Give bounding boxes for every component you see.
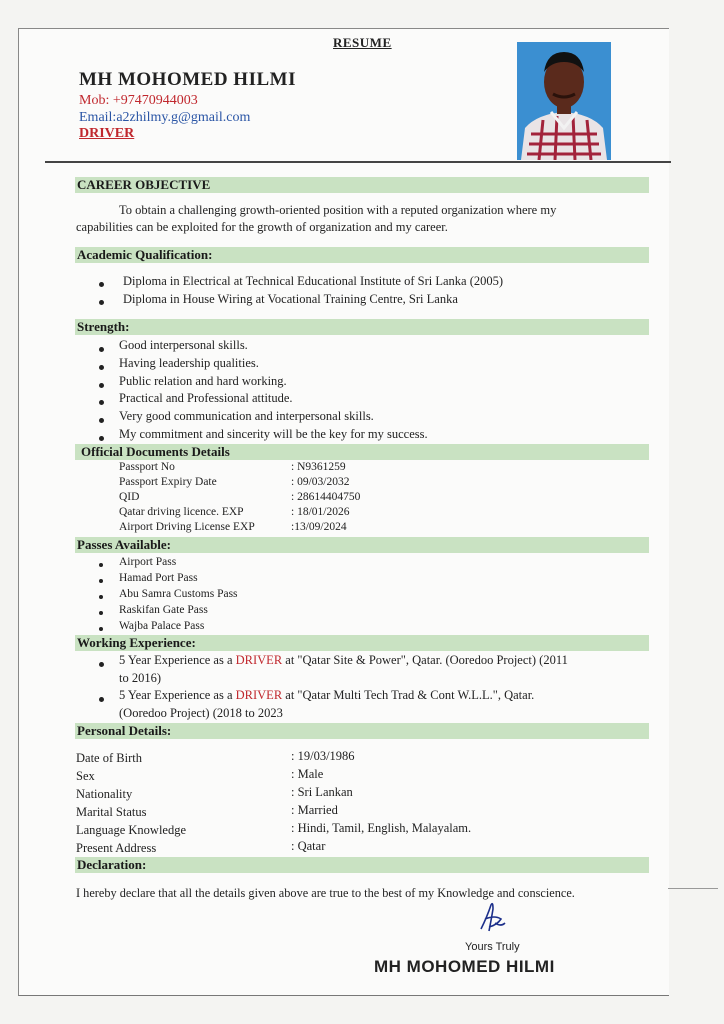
- academic-item: Diploma in Electrical at Technical Educational Institute of Sri Lanka (2005): [123, 274, 504, 288]
- bullet: [99, 418, 104, 423]
- personal-value: : Sri Lankan: [291, 785, 353, 799]
- section-heading-passes: Passes Available:: [75, 537, 649, 553]
- career-objective-line1: To obtain a challenging growth-oriented position with a reputed organization where my: [119, 203, 557, 217]
- strength-item: Public relation and hard working.: [119, 374, 287, 388]
- bullet: [99, 697, 104, 702]
- bullet: [99, 436, 104, 441]
- bullet: [99, 383, 104, 388]
- personal-label: Nationality: [76, 787, 133, 801]
- experience-text: at "Qatar Multi Tech Trad & Cont W.L.L.", Qatar.: [282, 688, 535, 702]
- personal-value: : Qatar: [291, 839, 326, 853]
- section-heading-documents: Official Documents Details: [75, 444, 649, 460]
- bullet: [99, 563, 103, 567]
- document-label: Airport Driving License EXP: [119, 521, 255, 533]
- experience-role: DRIVER: [235, 688, 283, 702]
- bullet: [99, 400, 104, 405]
- personal-value: : 19/03/1986: [291, 749, 355, 763]
- pass-item: Wajba Palace Pass: [119, 620, 205, 632]
- document-label: QID: [119, 491, 140, 503]
- career-objective-line2: capabilities can be exploited for the growth of organization and my career.: [76, 220, 448, 234]
- document-label: Passport No: [119, 461, 175, 473]
- experience-continuation: to 2016): [119, 671, 162, 685]
- strength-item: My commitment and sincerity will be the key for my success.: [119, 427, 428, 441]
- margin-line: [668, 888, 718, 889]
- pass-item: Hamad Port Pass: [119, 572, 198, 584]
- personal-label: Date of Birth: [76, 751, 142, 765]
- strength-item: Having leadership qualities.: [119, 356, 259, 370]
- bullet: [99, 611, 103, 615]
- signed-name: MH MOHOMED HILMI: [374, 957, 555, 976]
- document-value: : 18/01/2026: [291, 506, 350, 518]
- experience-continuation: (Ooredoo Project) (2018 to 2023: [119, 706, 283, 720]
- experience-text: 5 Year Experience as a: [119, 653, 236, 667]
- personal-label: Present Address: [76, 841, 157, 855]
- pass-item: Raskifan Gate Pass: [119, 604, 208, 616]
- profile-photo: [517, 42, 611, 160]
- pass-item: Airport Pass: [119, 556, 177, 568]
- section-heading-career: CAREER OBJECTIVE: [75, 177, 649, 193]
- resume-title: RESUME: [333, 35, 392, 50]
- bullet: [99, 365, 104, 370]
- job-role: DRIVER: [79, 126, 135, 141]
- bullet: [99, 282, 104, 287]
- experience-role: DRIVER: [235, 653, 283, 667]
- strength-item: Good interpersonal skills.: [119, 338, 248, 352]
- document-label: Passport Expiry Date: [119, 476, 217, 488]
- section-heading-strength: Strength:: [75, 319, 649, 335]
- pass-item: Abu Samra Customs Pass: [119, 588, 238, 600]
- bullet: [99, 579, 103, 583]
- section-heading-declaration: Declaration:: [75, 857, 649, 873]
- strength-item: Practical and Professional attitude.: [119, 391, 293, 405]
- personal-label: Marital Status: [76, 805, 147, 819]
- document-value: : N9361259: [291, 461, 346, 473]
- personal-label: Language Knowledge: [76, 823, 187, 837]
- section-heading-academic: Academic Qualification:: [75, 247, 649, 263]
- bullet: [99, 347, 104, 352]
- section-heading-personal: Personal Details:: [75, 723, 649, 739]
- bullet: [99, 662, 104, 667]
- experience-item: [119, 688, 534, 703]
- personal-value: : Hindi, Tamil, English, Malayalam.: [291, 821, 472, 835]
- closing-text: Yours Truly: [465, 941, 520, 953]
- experience-text: 5 Year Experience as a: [119, 688, 236, 702]
- experience-item: [119, 653, 568, 668]
- mobile-number: Mob: +97470944003: [79, 93, 198, 108]
- personal-label: Sex: [76, 769, 95, 783]
- header-divider: [45, 161, 671, 163]
- personal-value: : Married: [291, 803, 338, 817]
- signature-mark: [475, 897, 511, 937]
- section-heading-experience: Working Experience:: [75, 635, 649, 651]
- strength-item: Very good communication and interpersonal skills.: [119, 409, 374, 423]
- document-label: Qatar driving licence. EXP: [119, 506, 244, 518]
- resume-page: [18, 28, 669, 996]
- declaration-text: I hereby declare that all the details given above are true to the best of my Knowledge and conscience.: [76, 886, 575, 900]
- document-value: : 28614404750: [291, 491, 361, 503]
- document-value: :13/09/2024: [291, 521, 347, 533]
- academic-item: Diploma in House Wiring at Vocational Training Centre, Sri Lanka: [123, 292, 458, 306]
- bullet: [99, 300, 104, 305]
- experience-text: at "Qatar Site & Power", Qatar. (Ooredoo Project) (2011: [282, 653, 568, 667]
- candidate-name: MH MOHOMED HILMI: [79, 69, 296, 90]
- personal-value: : Male: [291, 767, 324, 781]
- bullet: [99, 627, 103, 631]
- email-address: Email:a2zhilmy.g@gmail.com: [79, 110, 251, 125]
- document-value: : 09/03/2032: [291, 476, 350, 488]
- bullet: [99, 595, 103, 599]
